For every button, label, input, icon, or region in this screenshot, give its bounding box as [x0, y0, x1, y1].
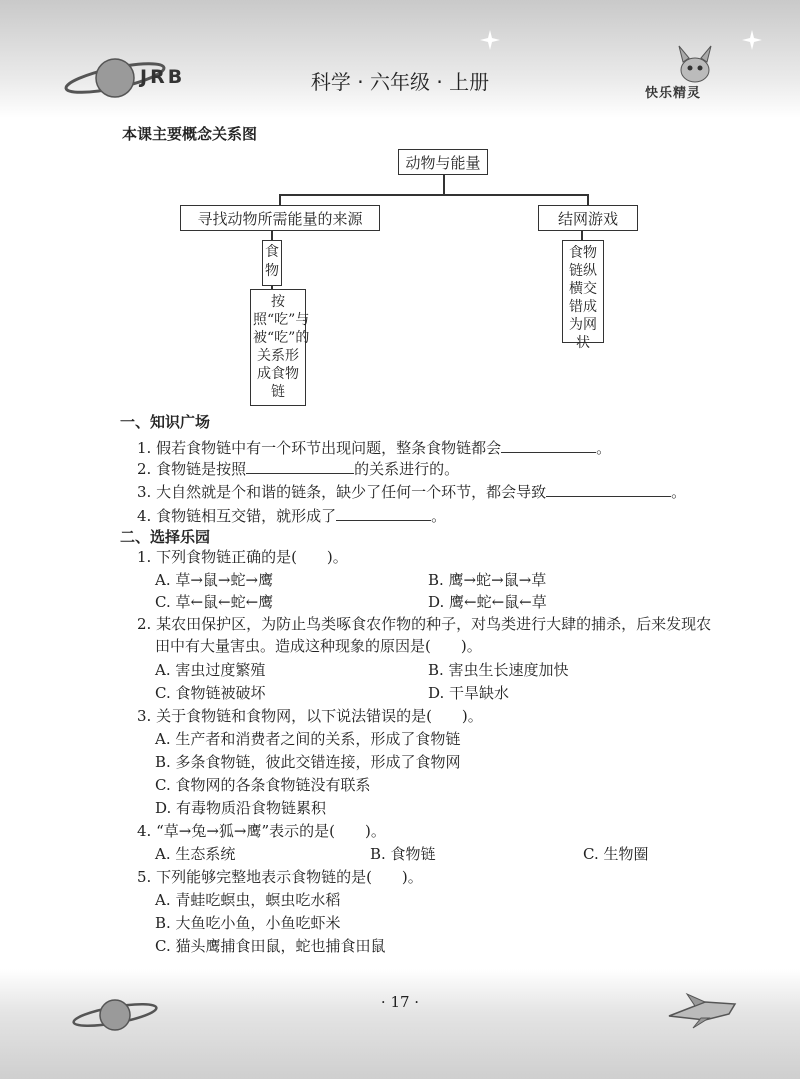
choice-option[interactable]: D. 有毒物质沿食物链累积 — [155, 799, 327, 817]
choice-option[interactable]: B. 大鱼吃小鱼，小鱼吃虾米 — [155, 914, 341, 932]
connector-line — [443, 175, 445, 195]
fill-question-3 — [137, 481, 686, 502]
choice-question-4: 4. “草→兔→狐→鹰”表示的是( )。 — [137, 822, 386, 840]
concept-food-label: 食物 — [265, 244, 279, 279]
concept-food-box — [262, 240, 282, 286]
question-text: 。 — [671, 483, 687, 501]
section2-heading: 二、选择乐园 — [120, 528, 211, 546]
answer-blank[interactable] — [246, 459, 354, 474]
answer-blank[interactable] — [546, 482, 671, 497]
choice-option[interactable]: D. 鹰←蛇←鼠←草 — [428, 593, 547, 611]
answer-blank[interactable] — [501, 438, 596, 453]
choice-option[interactable]: A. 青蛙吃螟虫，螟虫吃水稻 — [155, 891, 341, 909]
choice-option[interactable]: C. 草←鼠←蛇←鹰 — [155, 593, 274, 611]
mascot-label: 快乐精灵 — [645, 86, 702, 101]
choice-question-2-cont: 田中有大量害虫。造成这种现象的原因是( )。 — [155, 637, 482, 655]
choice-question-3: 3. 关于食物链和食物网，以下说法错误的是( )。 — [137, 707, 483, 725]
question-text: 。 — [431, 507, 447, 525]
concept-right-box — [538, 205, 638, 231]
question-text: 1. 假若食物链中有一个环节出现问题，整条食物链都会 — [137, 439, 502, 457]
choice-option[interactable]: C. 食物网的各条食物链没有联系 — [155, 776, 371, 794]
concept-left-box — [180, 205, 380, 231]
concept-right-label: 结网游戏 — [557, 209, 618, 228]
choice-option[interactable]: C. 食物链被破坏 — [155, 684, 266, 702]
page-number: · 17 · — [380, 993, 420, 1011]
question-text: 4. 食物链相互交错，就形成了 — [137, 507, 337, 525]
concept-root-box — [398, 149, 488, 175]
section1-heading: 一、知识广场 — [120, 413, 211, 431]
choice-option[interactable]: D. 干旱缺水 — [428, 684, 510, 702]
question-text: 3. 大自然就是个和谐的链条，缺少了任何一个环节，都会导致 — [137, 483, 547, 501]
brand-logo: JRB — [140, 66, 186, 88]
concept-left-label: 寻找动物所需能量的来源 — [197, 209, 363, 228]
question-text: 。 — [596, 439, 612, 457]
page-title: 科学 · 六年级 · 上册 — [310, 70, 490, 94]
choice-option[interactable]: B. 鹰→蛇→鼠→草 — [428, 571, 547, 589]
fill-question-1 — [137, 437, 611, 458]
choice-option[interactable]: C. 猫头鹰捕食田鼠，蛇也捕食田鼠 — [155, 937, 386, 955]
question-text: 的关系进行的。 — [354, 460, 460, 478]
mascot-icon — [655, 44, 735, 84]
choice-option[interactable]: A. 草→鼠→蛇→鹰 — [155, 571, 274, 589]
concept-map-heading: 本课主要概念关系图 — [122, 125, 258, 143]
choice-option[interactable]: A. 生态系统 — [155, 845, 236, 863]
question-text: 2. 食物链是按照 — [137, 460, 247, 478]
connector-line — [279, 194, 588, 196]
star-icon — [480, 30, 500, 50]
concept-foodweb-box — [562, 240, 604, 351]
choice-option[interactable]: C. 生物圈 — [583, 845, 649, 863]
fill-question-4 — [137, 505, 446, 526]
choice-option[interactable]: A. 生产者和消费者之间的关系，形成了食物链 — [155, 730, 461, 748]
choice-question-5: 5. 下列能够完整地表示食物链的是( )。 — [137, 868, 423, 886]
fill-question-2 — [137, 458, 459, 479]
choice-option[interactable]: B. 食物链 — [370, 845, 436, 863]
choice-option[interactable]: B. 多条食物链，彼此交错连接，形成了食物网 — [155, 753, 461, 771]
concept-foodchain-label: 按照“吃”与被“吃”的关系形成食物链 — [253, 294, 310, 400]
answer-blank[interactable] — [336, 506, 431, 521]
concept-foodweb-label: 食物链纵横交错成为网状 — [569, 245, 597, 351]
choice-question-2: 2. 某农田保护区，为防止鸟类啄食农作物的种子，对鸟类进行大肆的捕杀，后来发现农 — [137, 615, 712, 633]
concept-root-label: 动物与能量 — [405, 153, 481, 172]
choice-option[interactable]: A. 害虫过度繁殖 — [155, 661, 266, 679]
choice-option[interactable]: B. 害虫生长速度加快 — [428, 661, 569, 679]
concept-foodchain-box — [250, 289, 310, 406]
star-icon — [742, 30, 762, 50]
choice-question-1: 1. 下列食物链正确的是( )。 — [137, 548, 348, 566]
